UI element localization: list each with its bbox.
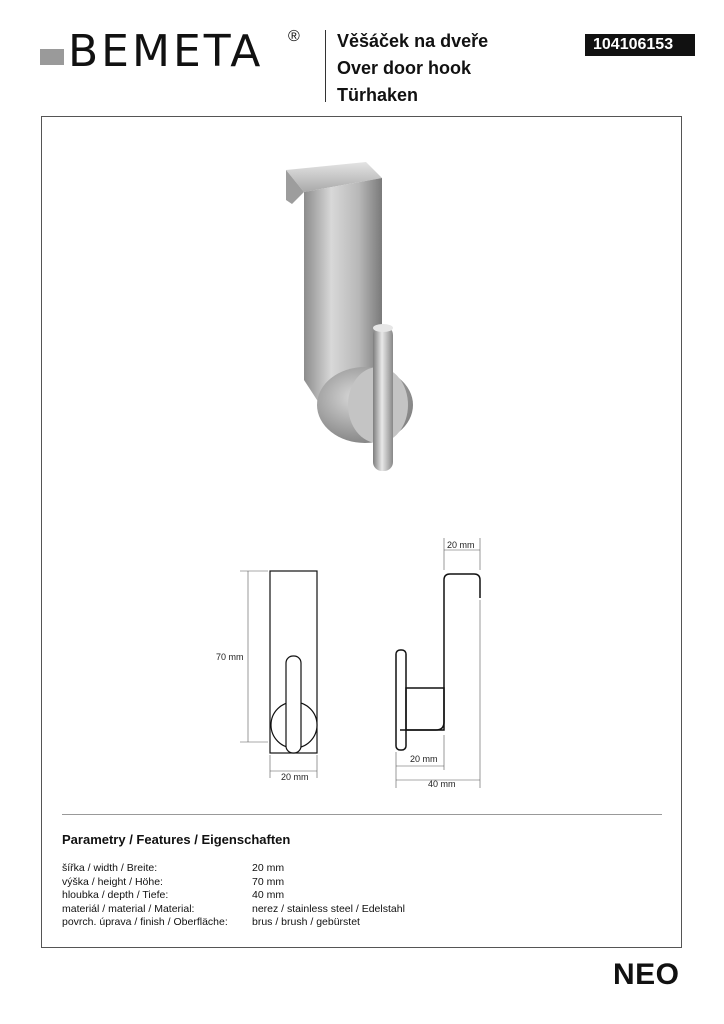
title-de: Türhaken: [337, 85, 419, 105]
features-table: [62, 862, 405, 930]
feature-label: hloubka / depth / Tiefe:: [62, 889, 169, 901]
section-divider: [62, 814, 662, 815]
product-photo: [270, 160, 430, 480]
registered-mark: ®: [288, 28, 300, 45]
logo-square-icon: [40, 49, 64, 65]
feature-row: [62, 916, 405, 930]
dim-front-width: 20 mm: [281, 772, 309, 782]
front-view: [270, 571, 317, 753]
technical-drawing: [200, 530, 500, 800]
dim-side-inner: 20 mm: [410, 754, 438, 764]
feature-value: 40 mm: [252, 889, 285, 901]
dim-side-total: 40 mm: [428, 779, 456, 789]
feature-value: brus / brush / gebürstet: [252, 916, 360, 928]
product-code-badge: 104106153: [585, 34, 695, 56]
side-view: [396, 574, 480, 750]
title-en: Over door hook: [337, 58, 472, 78]
feature-label: šířka / width / Breite:: [62, 862, 158, 874]
product-titles: [337, 28, 488, 109]
title-cz: Věšáček na dveře: [337, 31, 489, 51]
feature-row: [62, 862, 405, 876]
side-dimensions: [396, 538, 480, 788]
feature-label: materiál / material / Material:: [62, 902, 195, 915]
dim-front-height: 70 mm: [216, 652, 244, 662]
feature-label: výška / height / Höhe:: [62, 875, 163, 888]
feature-label: povrch. úprava / finish / Oberfläche:: [62, 916, 228, 928]
feature-row: [62, 889, 405, 903]
logo-text: BEMETA: [68, 26, 264, 77]
series-name: NEO: [613, 958, 680, 991]
feature-value: 20 mm: [252, 862, 285, 874]
feature-value: 70 mm: [252, 875, 285, 888]
feature-row: [62, 876, 405, 890]
front-dimensions: [240, 571, 317, 778]
title-divider: [325, 30, 326, 102]
dim-side-top: 20 mm: [447, 540, 475, 550]
feature-row: [62, 903, 405, 917]
feature-value: nerez / stainless steel / Edelstahl: [252, 902, 405, 915]
brand-logo: [40, 26, 300, 77]
features-title: Parametry / Features / Eigenschaften: [62, 832, 291, 847]
